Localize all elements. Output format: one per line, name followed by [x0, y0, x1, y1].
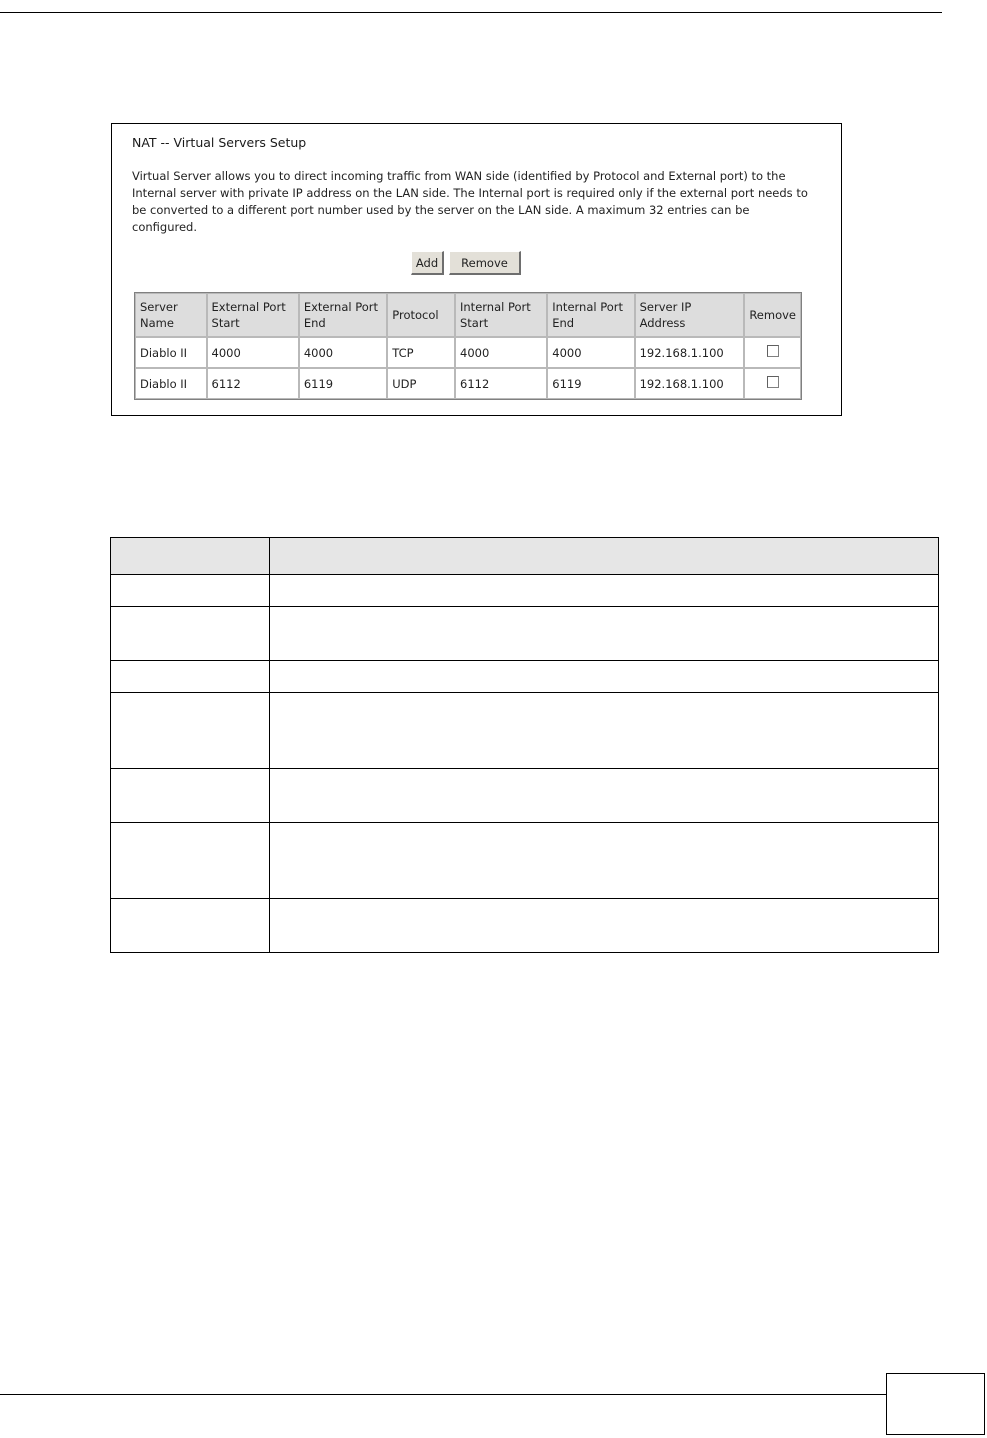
cell-external-port-end: 6119: [299, 368, 387, 399]
table-row: [135, 337, 801, 368]
desc-header-label: [111, 538, 270, 575]
desc-label-cell: [111, 899, 270, 953]
desc-table-header: [111, 538, 939, 575]
col-server-name: Server Name: [135, 293, 207, 337]
add-button[interactable]: Add: [411, 251, 444, 275]
desc-header-description: [270, 538, 939, 575]
footer-rule: [0, 1394, 886, 1395]
page-title: NAT -- Virtual Servers Setup: [132, 135, 307, 150]
desc-row: [111, 899, 939, 953]
desc-label-cell: [111, 823, 270, 899]
desc-text-cell: [270, 661, 939, 693]
desc-text-cell: [270, 823, 939, 899]
desc-text-cell: [270, 899, 939, 953]
remove-checkbox[interactable]: [767, 345, 779, 357]
cell-internal-port-end: 6119: [547, 368, 634, 399]
col-server-ip: Server IP Address: [635, 293, 745, 337]
page-number-box: [886, 1373, 985, 1435]
desc-row: [111, 575, 939, 607]
action-buttons: [411, 251, 521, 275]
cell-server-ip: 192.168.1.100: [635, 368, 745, 399]
cell-protocol: TCP: [387, 337, 455, 368]
cell-server-name: Diablo II: [135, 368, 207, 399]
cell-server-name: Diablo II: [135, 337, 207, 368]
desc-text-cell: [270, 607, 939, 661]
desc-row: [111, 661, 939, 693]
cell-server-ip: 192.168.1.100: [635, 337, 745, 368]
col-internal-port-end: Internal Port End: [547, 293, 634, 337]
desc-text-cell: [270, 693, 939, 769]
col-remove: Remove: [744, 293, 801, 337]
virtual-servers-table: [134, 292, 802, 400]
page-description: Virtual Server allows you to direct incoming traffic from WAN side (identified by Protocol and External port) to the Internal server with private IP address on the LAN side. The Internal port is required only if the external port needs to be converted to a different port number used by the server on the LAN side. A maximum 32 entries can be configured.: [132, 169, 808, 234]
remove-button[interactable]: Remove: [449, 251, 521, 275]
cell-internal-port-end: 4000: [547, 337, 634, 368]
col-protocol: Protocol: [387, 293, 455, 337]
col-internal-port-start: Internal Port Start: [455, 293, 547, 337]
desc-label-cell: [111, 575, 270, 607]
header-rule: [0, 12, 942, 13]
desc-label-cell: [111, 769, 270, 823]
cell-internal-port-start: 4000: [455, 337, 547, 368]
desc-text-cell: [270, 575, 939, 607]
desc-label-cell: [111, 607, 270, 661]
table-row: [135, 368, 801, 399]
table-header-row: [135, 293, 801, 337]
desc-label-cell: [111, 661, 270, 693]
remove-checkbox[interactable]: [767, 376, 779, 388]
virtual-servers-screenshot: [111, 123, 842, 416]
field-description-table: [110, 537, 939, 953]
cell-external-port-start: 4000: [207, 337, 299, 368]
desc-label-cell: [111, 693, 270, 769]
cell-protocol: UDP: [387, 368, 455, 399]
cell-external-port-end: 4000: [299, 337, 387, 368]
cell-remove: [744, 337, 801, 368]
col-external-port-end: External Port End: [299, 293, 387, 337]
desc-row: [111, 769, 939, 823]
desc-text-cell: [270, 769, 939, 823]
cell-remove: [744, 368, 801, 399]
cell-internal-port-start: 6112: [455, 368, 547, 399]
desc-row: [111, 693, 939, 769]
cell-external-port-start: 6112: [207, 368, 299, 399]
desc-row: [111, 607, 939, 661]
col-external-port-start: External Port Start: [207, 293, 299, 337]
desc-row: [111, 823, 939, 899]
